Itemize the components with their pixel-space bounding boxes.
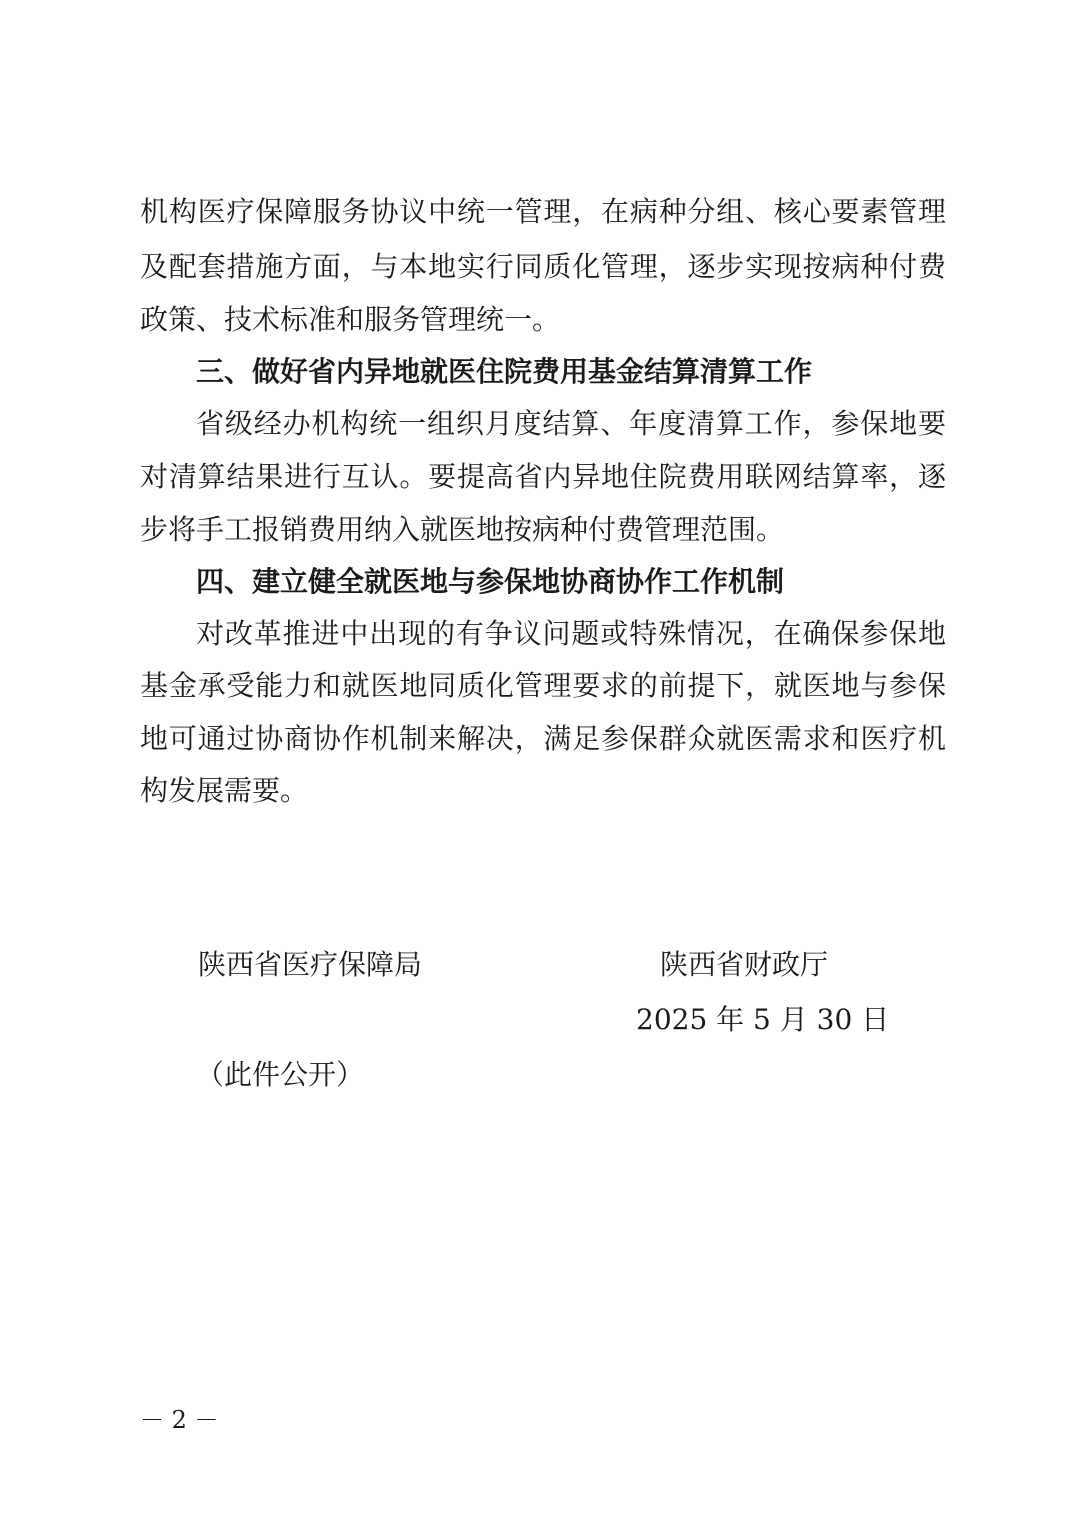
paragraph-line: 构发展需要。 bbox=[140, 774, 309, 807]
paragraph-line: 步将手工报销费用纳入就医地按病种付费管理范围。 bbox=[140, 513, 785, 546]
section-heading-3: 三、做好省内异地就医住院费用基金结算清算工作 bbox=[196, 355, 813, 388]
paragraph-line: 省级经办机构统一组织月度结算、年度清算工作，参保地要 bbox=[196, 407, 946, 440]
paragraph-line: 政策、技术标准和服务管理统一。 bbox=[140, 303, 561, 336]
signature-org-1: 陕西省医疗保障局 bbox=[198, 948, 423, 981]
disclosure-note: （此件公开） bbox=[196, 1058, 365, 1091]
paragraph-line: 基金承受能力和就医地同质化管理要求的前提下，就医地与参保 bbox=[140, 669, 946, 702]
paragraph-line: 对改革推进中出现的有争议问题或特殊情况，在确保参保地 bbox=[196, 617, 946, 650]
signature-org-2: 陕西省财政厅 bbox=[660, 948, 829, 981]
section-heading-4: 四、建立健全就医地与参保地协商协作工作机制 bbox=[196, 565, 785, 598]
paragraph-line: 对清算结果进行互认。要提高省内异地住院费用联网结算率，逐 bbox=[140, 460, 946, 493]
page-number: － 2 － bbox=[140, 1406, 219, 1434]
paragraph-line: 地可通过协商协作机制来解决，满足参保群众就医需求和医疗机 bbox=[140, 722, 946, 755]
paragraph-line: 机构医疗保障服务协议中统一管理，在病种分组、核心要素管理 bbox=[140, 195, 946, 228]
signature-date: 2025 年 5 月 30 日 bbox=[636, 1003, 890, 1036]
paragraph-line: 及配套措施方面，与本地实行同质化管理，逐步实现按病种付费 bbox=[140, 250, 946, 283]
